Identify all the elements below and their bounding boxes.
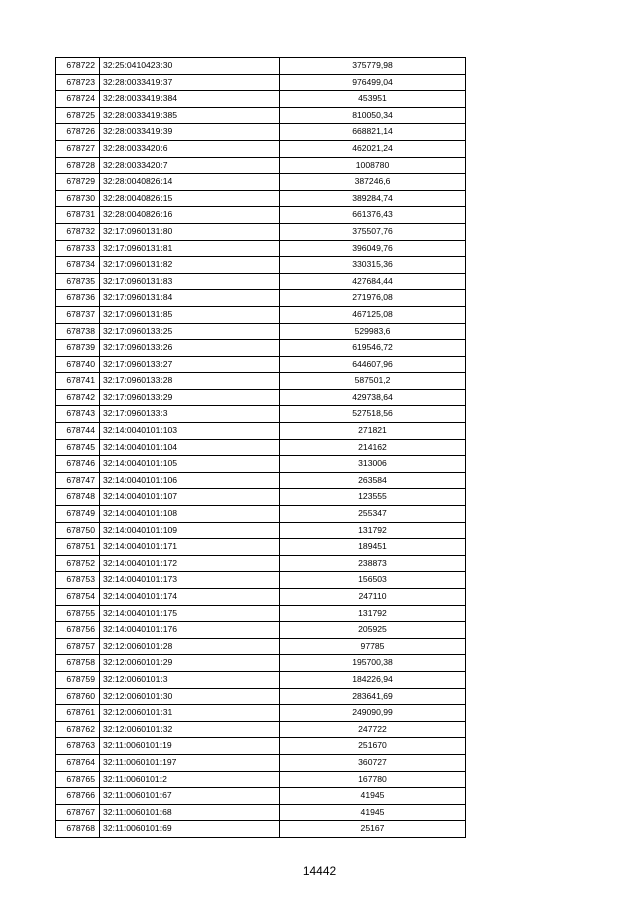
row-id-cell: 678730 [56,190,100,207]
row-id-cell: 678739 [56,340,100,357]
cadastral-number-cell: 32:17:0960133:28 [100,373,280,390]
table-row [56,306,466,323]
cadastral-number-cell: 32:14:0040101:171 [100,539,280,556]
cadastral-number-cell: 32:11:0060101:67 [100,788,280,805]
cadastral-number-cell: 32:14:0040101:174 [100,589,280,606]
table-row [56,721,466,738]
table-row [56,74,466,91]
row-id-cell: 678738 [56,323,100,340]
cadastral-number-cell: 32:28:0033419:385 [100,107,280,124]
table-row [56,389,466,406]
cadastral-number-cell: 32:17:0960133:25 [100,323,280,340]
row-id-cell: 678750 [56,522,100,539]
value-cell: 661376,43 [280,207,466,224]
cadastral-number-cell: 32:12:0060101:31 [100,705,280,722]
cadastral-number-cell: 32:17:0960133:3 [100,406,280,423]
value-cell: 527518,56 [280,406,466,423]
table-row [56,522,466,539]
row-id-cell: 678735 [56,273,100,290]
row-id-cell: 678722 [56,58,100,75]
row-id-cell: 678741 [56,373,100,390]
row-id-cell: 678752 [56,555,100,572]
cadastral-number-cell: 32:12:0060101:3 [100,671,280,688]
row-id-cell: 678762 [56,721,100,738]
row-id-cell: 678753 [56,572,100,589]
row-id-cell: 678732 [56,223,100,240]
value-cell: 976499,04 [280,74,466,91]
value-cell: 41945 [280,788,466,805]
table-row [56,373,466,390]
value-cell: 247722 [280,721,466,738]
cadastral-number-cell: 32:14:0040101:107 [100,489,280,506]
row-id-cell: 678755 [56,605,100,622]
row-id-cell: 678757 [56,638,100,655]
table-row [56,572,466,589]
row-id-cell: 678768 [56,821,100,838]
table-row [56,240,466,257]
cadastral-number-cell: 32:17:0960131:84 [100,290,280,307]
cadastral-number-cell: 32:28:0040826:15 [100,190,280,207]
value-cell: 247110 [280,589,466,606]
cadastral-number-cell: 32:12:0060101:28 [100,638,280,655]
row-id-cell: 678748 [56,489,100,506]
table-row [56,671,466,688]
value-cell: 214162 [280,439,466,456]
row-id-cell: 678758 [56,655,100,672]
table-row [56,804,466,821]
row-id-cell: 678734 [56,257,100,274]
row-id-cell: 678725 [56,107,100,124]
data-table [55,57,466,838]
cadastral-number-cell: 32:14:0040101:109 [100,522,280,539]
row-id-cell: 678754 [56,589,100,606]
row-id-cell: 678723 [56,74,100,91]
table-body [56,58,466,838]
row-id-cell: 678760 [56,688,100,705]
table-row [56,605,466,622]
row-id-cell: 678751 [56,539,100,556]
value-cell: 255347 [280,506,466,523]
table-row [56,754,466,771]
row-id-cell: 678729 [56,174,100,191]
table-row [56,107,466,124]
table-row [56,207,466,224]
row-id-cell: 678761 [56,705,100,722]
row-id-cell: 678744 [56,423,100,440]
table-row [56,539,466,556]
row-id-cell: 678764 [56,754,100,771]
value-cell: 810050,34 [280,107,466,124]
cadastral-number-cell: 32:28:0040826:16 [100,207,280,224]
cadastral-number-cell: 32:12:0060101:29 [100,655,280,672]
cadastral-number-cell: 32:11:0060101:19 [100,738,280,755]
table-row [56,406,466,423]
table-row [56,589,466,606]
cadastral-number-cell: 32:14:0040101:172 [100,555,280,572]
cadastral-number-cell: 32:28:0033420:7 [100,157,280,174]
row-id-cell: 678746 [56,456,100,473]
row-id-cell: 678747 [56,472,100,489]
cadastral-number-cell: 32:17:0960131:82 [100,257,280,274]
value-cell: 668821,14 [280,124,466,141]
value-cell: 238873 [280,555,466,572]
value-cell: 123555 [280,489,466,506]
table-row [56,273,466,290]
value-cell: 529983,6 [280,323,466,340]
cadastral-number-cell: 32:14:0040101:105 [100,456,280,473]
table-row [56,190,466,207]
value-cell: 375507,76 [280,223,466,240]
row-id-cell: 678733 [56,240,100,257]
page-number: 14442 [302,864,337,878]
cadastral-number-cell: 32:11:0060101:197 [100,754,280,771]
value-cell: 387246,6 [280,174,466,191]
table-row [56,489,466,506]
table-row [56,124,466,141]
value-cell: 396049,76 [280,240,466,257]
cadastral-number-cell: 32:14:0040101:176 [100,622,280,639]
value-cell: 587501,2 [280,373,466,390]
table-row [56,58,466,75]
cadastral-number-cell: 32:14:0040101:106 [100,472,280,489]
table-row [56,223,466,240]
value-cell: 271976,08 [280,290,466,307]
cadastral-number-cell: 32:28:0033419:39 [100,124,280,141]
table-row [56,157,466,174]
cadastral-number-cell: 32:25:0410423:30 [100,58,280,75]
table-row [56,738,466,755]
value-cell: 131792 [280,605,466,622]
table-row [56,688,466,705]
value-cell: 375779,98 [280,58,466,75]
value-cell: 429738,64 [280,389,466,406]
cadastral-number-cell: 32:14:0040101:175 [100,605,280,622]
value-cell: 156503 [280,572,466,589]
table-row [56,472,466,489]
value-cell: 389284,74 [280,190,466,207]
cadastral-number-cell: 32:28:0033419:384 [100,91,280,108]
table-row [56,174,466,191]
cadastral-number-cell: 32:14:0040101:103 [100,423,280,440]
value-cell: 271821 [280,423,466,440]
table-row [56,91,466,108]
value-cell: 453951 [280,91,466,108]
row-id-cell: 678745 [56,439,100,456]
value-cell: 167780 [280,771,466,788]
cadastral-number-cell: 32:14:0040101:104 [100,439,280,456]
table-row [56,638,466,655]
row-id-cell: 678731 [56,207,100,224]
table-row [56,821,466,838]
cadastral-number-cell: 32:14:0040101:173 [100,572,280,589]
row-id-cell: 678749 [56,506,100,523]
cadastral-number-cell: 32:11:0060101:69 [100,821,280,838]
table-row [56,423,466,440]
cadastral-number-cell: 32:11:0060101:2 [100,771,280,788]
table-row [56,555,466,572]
value-cell: 467125,08 [280,306,466,323]
table-row [56,439,466,456]
cadastral-number-cell: 32:17:0960133:27 [100,356,280,373]
cadastral-number-cell: 32:17:0960131:81 [100,240,280,257]
table-row [56,456,466,473]
value-cell: 184226,94 [280,671,466,688]
table-row [56,323,466,340]
table-row [56,788,466,805]
value-cell: 263584 [280,472,466,489]
value-cell: 251670 [280,738,466,755]
cadastral-number-cell: 32:17:0960131:83 [100,273,280,290]
row-id-cell: 678728 [56,157,100,174]
cadastral-number-cell: 32:17:0960131:85 [100,306,280,323]
value-cell: 41945 [280,804,466,821]
row-id-cell: 678763 [56,738,100,755]
value-cell: 195700,38 [280,655,466,672]
value-cell: 1008780 [280,157,466,174]
table-row [56,257,466,274]
row-id-cell: 678724 [56,91,100,108]
row-id-cell: 678740 [56,356,100,373]
cadastral-number-cell: 32:12:0060101:30 [100,688,280,705]
value-cell: 427684,44 [280,273,466,290]
cadastral-number-cell: 32:28:0033419:37 [100,74,280,91]
value-cell: 283641,69 [280,688,466,705]
value-cell: 330315,36 [280,257,466,274]
cadastral-number-cell: 32:28:0033420:6 [100,140,280,157]
value-cell: 644607,96 [280,356,466,373]
value-cell: 25167 [280,821,466,838]
row-id-cell: 678727 [56,140,100,157]
cadastral-number-cell: 32:17:0960133:26 [100,340,280,357]
cadastral-number-cell: 32:12:0060101:32 [100,721,280,738]
row-id-cell: 678743 [56,406,100,423]
row-id-cell: 678756 [56,622,100,639]
row-id-cell: 678767 [56,804,100,821]
value-cell: 205925 [280,622,466,639]
table-row [56,622,466,639]
row-id-cell: 678737 [56,306,100,323]
cadastral-number-cell: 32:11:0060101:68 [100,804,280,821]
row-id-cell: 678766 [56,788,100,805]
table-row [56,290,466,307]
row-id-cell: 678742 [56,389,100,406]
value-cell: 97785 [280,638,466,655]
cadastral-number-cell: 32:17:0960131:80 [100,223,280,240]
cadastral-number-cell: 32:14:0040101:108 [100,506,280,523]
value-cell: 131792 [280,522,466,539]
row-id-cell: 678759 [56,671,100,688]
value-cell: 619546,72 [280,340,466,357]
value-cell: 249090,99 [280,705,466,722]
row-id-cell: 678736 [56,290,100,307]
value-cell: 189451 [280,539,466,556]
table-row [56,705,466,722]
value-cell: 313006 [280,456,466,473]
row-id-cell: 678765 [56,771,100,788]
table-row [56,506,466,523]
table-row [56,356,466,373]
cadastral-number-cell: 32:17:0960133:29 [100,389,280,406]
row-id-cell: 678726 [56,124,100,141]
table-row [56,655,466,672]
table-row [56,771,466,788]
value-cell: 360727 [280,754,466,771]
table-row [56,140,466,157]
cadastral-number-cell: 32:28:0040826:14 [100,174,280,191]
value-cell: 462021,24 [280,140,466,157]
table-row [56,340,466,357]
